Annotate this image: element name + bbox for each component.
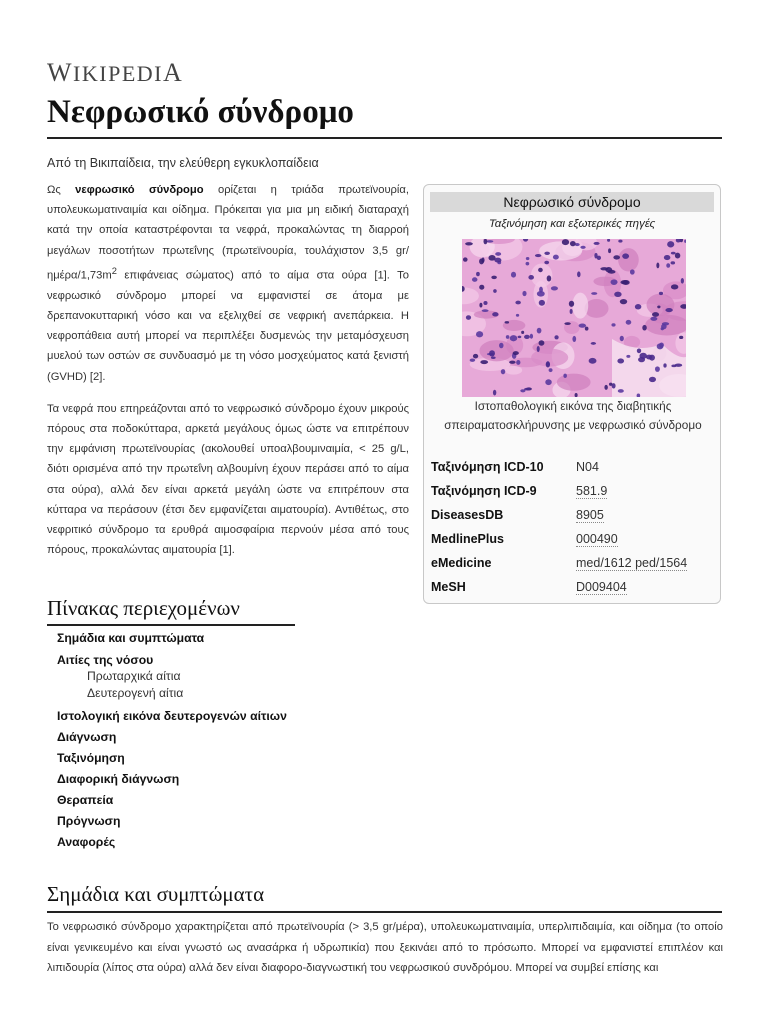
toc-item[interactable]: Διάγνωση — [57, 730, 117, 744]
emedicine-link[interactable]: med/1612 ped/1564 — [576, 556, 688, 570]
toc-subitem[interactable]: Δευτερογενή αίτια — [87, 686, 184, 700]
page-title: Νεφρωσικό σύνδρομο — [47, 94, 354, 130]
diseasesdb-link[interactable]: 8905 — [576, 508, 604, 522]
histopathology-image[interactable] — [462, 239, 686, 397]
section-divider — [47, 911, 722, 913]
toc-item[interactable]: Αιτίες της νόσου — [57, 653, 154, 667]
infobox — [423, 184, 721, 604]
infobox-row: MedlinePlus 000490 — [431, 532, 618, 546]
wikipedia-logo[interactable]: WIKIPEDIA — [47, 58, 184, 87]
source-line: Από τη Βικιπαίδεια, την ελεύθερη εγκυκλοπαίδεια — [47, 156, 319, 170]
toc-divider — [47, 624, 295, 626]
infobox-caption: Ιστοπαθολογική εικόνα της διαβητικής σπειραματοσκλήρυνσης με νεφρωσικό σύνδρομο — [444, 399, 702, 432]
infobox-row: Ταξινόμηση ICD-10 N04 — [431, 460, 599, 474]
icd9-link[interactable]: 581.9 — [576, 484, 608, 498]
mesh-link[interactable]: D009404 — [576, 580, 627, 594]
toc-item[interactable]: Πρόγνωση — [57, 814, 121, 828]
medlineplus-link[interactable]: 000490 — [576, 532, 618, 546]
toc-item[interactable]: Ιστολογική εικόνα δευτερογενών αίτιων — [57, 709, 287, 723]
toc-heading: Πίνακας περιεχομένων — [47, 596, 240, 620]
lead-paragraph-2: Τα νεφρά που επηρεάζονται από το νεφρωσικό σύνδρομο έχουν μικρούς πόρους στα ποδοκύτταρα, αρκετά μεγάλους όμως ώστε να επιτρέπουν την εμφάνιση πρωτεϊνουρίας (ακολουθεί υποαλβουμιναιμία, < 25 g/L, διότι ορισμένα από την πρωτεΐνη αλβουμίνη έχουν περάσει από το αίμα στα ούρα), αλλά δεν είναι αρκετά μεγάλη ώστε να επιτρέπουν στα κύτταρα να περάσουν (έτσι δεν εμφανίζεται αιματουρία). Αντιθέτως, στο νεφριτικό σύνδρομο τα ερυθρά αιμοσφαίρια περνούν μέσα από τους πόρους, προκαλώντας αιματουρία [1]. — [47, 402, 409, 557]
term-bold: νεφρωσικό σύνδρομο — [75, 184, 204, 196]
infobox-row: DiseasesDB 8905 — [431, 508, 604, 522]
section-paragraph: Το νεφρωσικό σύνδρομο χαρακτηρίζεται από πρωτεϊνουρία (> 3,5 gr/μέρα), υπολευκωματιναιμία, υπερλιπιδαιμία, και οίδημα (το οποίο είναι γενικευμένο και είναι γνωστό ως ανασάρκα ή υδρωπικία) που ξεκινάει από το πρόσωπο. Μπορεί να εμφανιστεί επιπλέον και λιπιδουρία (λίπος στα ούρα) αλλά δεν είναι διαφορο-διαγνωστική του νεφρωσικού συνδρόμου. Μπορεί να συμβεί επίσης και — [47, 921, 723, 974]
section-title: Σημάδια και συμπτώματα — [47, 882, 265, 906]
lead-paragraph-1: Ως νεφρωσικό σύνδρομο ορίζεται η τριάδα πρωτεϊνουρία, υπολευκωματιναιμία και οίδημα. Πρόκειται για μια μη ειδική διαταραχή κατά την οποία καταστρέφονται τα νεφρά, προκαλώντας τη διαρροή μεγάλων ποσοτήτων πρωτεΐνης (πρωτεϊνουρία, τουλάχιστον 3,5 $gr/\eta\mu έ\rho\alpha/1,73m^2$ επιφάνειας σώματος) από το αίμα στα ούρα [1]. Το νεφρωσικό σύνδρομο μπορεί να εμφανιστεί σε άτομα με δρεπανοκυτταρική νόσο και να εξελιχθεί σε νεφρική ανεπάρκεια. Η νεφροπάθεια αυτή μπορεί να περιπλέξει δυσμενώς την μεταμόσχευση μυελού των οστών σε συνδυασμό με τη νόσο μοσχεύματος κατά ξενιστή (GVHD) [2]. — [47, 184, 409, 383]
infobox-subtitle: Ταξινόμηση και εξωτερικές πηγές — [488, 218, 656, 230]
toc-item[interactable]: Αναφορές — [57, 835, 116, 849]
infobox-title: Νεφρωσικό σύνδρομο — [430, 192, 714, 212]
toc-item[interactable]: Σημάδια και συμπτώματα — [57, 631, 205, 645]
lead-section — [47, 180, 409, 572]
title-divider — [47, 137, 722, 139]
infobox-row: MeSH D009404 — [431, 580, 627, 594]
toc-subitem[interactable]: Πρωταρχικά αίτια — [87, 669, 181, 683]
infobox-row: Ταξινόμηση ICD-9 581.9 — [431, 484, 608, 498]
table-of-contents — [47, 596, 287, 849]
infobox-row: eMedicine med/1612 ped/1564 — [431, 556, 688, 570]
toc-item[interactable]: Διαφορική διάγνωση — [57, 772, 180, 786]
toc-item[interactable]: Ταξινόμηση — [57, 751, 125, 765]
toc-item[interactable]: Θεραπεία — [57, 793, 114, 807]
